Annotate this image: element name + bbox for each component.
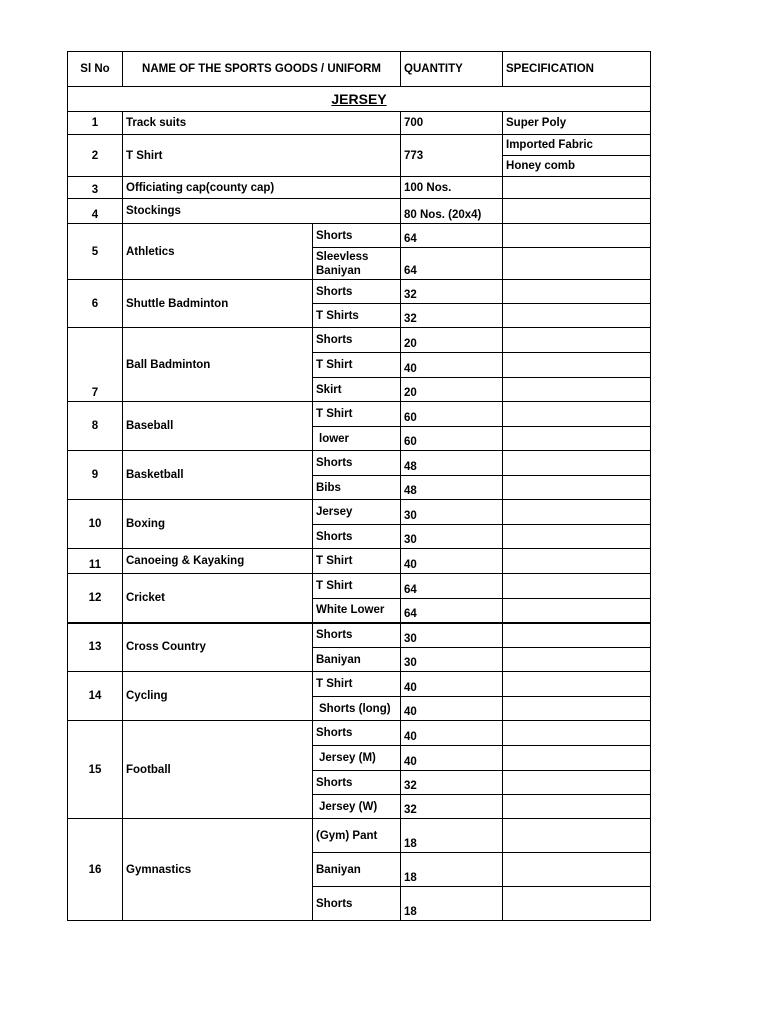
quantity: 30 bbox=[401, 525, 503, 549]
sl-no: 5 bbox=[68, 224, 123, 280]
quantity: 40 bbox=[401, 549, 503, 574]
sub-item: Shorts bbox=[313, 525, 401, 549]
quantity: 80 Nos. (20x4) bbox=[401, 199, 503, 224]
table-row bbox=[68, 280, 651, 304]
sub-item: T Shirt bbox=[313, 574, 401, 599]
specification bbox=[503, 648, 651, 672]
table-row bbox=[68, 177, 651, 199]
quantity: 40 bbox=[401, 353, 503, 378]
table-row bbox=[68, 224, 651, 248]
specification bbox=[503, 795, 651, 819]
sub-item: Baniyan bbox=[313, 853, 401, 887]
sub-item: Shorts bbox=[313, 451, 401, 476]
specification bbox=[503, 819, 651, 853]
quantity: 100 Nos. bbox=[401, 177, 503, 199]
quantity: 30 bbox=[401, 500, 503, 525]
table-row bbox=[68, 819, 651, 853]
quantity: 773 bbox=[401, 135, 503, 177]
quantity: 60 bbox=[401, 427, 503, 451]
specification bbox=[503, 672, 651, 697]
sub-item: lower bbox=[313, 427, 401, 451]
item-name: Ball Badminton bbox=[123, 328, 313, 402]
quantity: 40 bbox=[401, 672, 503, 697]
header-specification: SPECIFICATION bbox=[503, 52, 651, 87]
sl-no: 8 bbox=[68, 402, 123, 451]
item-name: Gymnastics bbox=[123, 819, 313, 921]
sub-item: T Shirt bbox=[313, 549, 401, 574]
specification bbox=[503, 525, 651, 549]
specification bbox=[503, 721, 651, 746]
table-row bbox=[68, 135, 651, 156]
sub-item: T Shirt bbox=[313, 402, 401, 427]
sl-no: 3 bbox=[68, 177, 123, 199]
header-sl-no: Sl No bbox=[68, 52, 123, 87]
specification bbox=[503, 248, 651, 280]
specification bbox=[503, 353, 651, 378]
item-name: Cycling bbox=[123, 672, 313, 721]
item-name: Stockings bbox=[123, 199, 401, 224]
header-name: NAME OF THE SPORTS GOODS / UNIFORM bbox=[123, 52, 401, 87]
quantity: 40 bbox=[401, 697, 503, 721]
table-row bbox=[68, 623, 651, 648]
sl-no: 9 bbox=[68, 451, 123, 500]
item-name: T Shirt bbox=[123, 135, 401, 177]
item-name: Basketball bbox=[123, 451, 313, 500]
quantity: 40 bbox=[401, 721, 503, 746]
quantity: 64 bbox=[401, 224, 503, 248]
sl-no: 4 bbox=[68, 199, 123, 224]
sl-no: 2 bbox=[68, 135, 123, 177]
quantity: 32 bbox=[401, 771, 503, 795]
specification bbox=[503, 746, 651, 771]
table-row bbox=[68, 549, 651, 574]
item-name: Cross Country bbox=[123, 623, 313, 672]
sub-item: Shorts (long) bbox=[313, 697, 401, 721]
item-name: Athletics bbox=[123, 224, 313, 280]
quantity: 18 bbox=[401, 887, 503, 921]
table-row bbox=[68, 721, 651, 746]
sl-no: 1 bbox=[68, 112, 123, 135]
specification bbox=[503, 623, 651, 648]
specification bbox=[503, 476, 651, 500]
specification bbox=[503, 378, 651, 402]
table-row bbox=[68, 451, 651, 476]
header-quantity: QUANTITY bbox=[401, 52, 503, 87]
specification: Super Poly bbox=[503, 112, 651, 135]
specification bbox=[503, 402, 651, 427]
quantity: 30 bbox=[401, 648, 503, 672]
sl-no: 7 bbox=[68, 328, 123, 402]
quantity: 700 bbox=[401, 112, 503, 135]
sub-item: Baniyan bbox=[313, 648, 401, 672]
quantity: 60 bbox=[401, 402, 503, 427]
quantity: 32 bbox=[401, 304, 503, 328]
specification bbox=[503, 451, 651, 476]
header-row bbox=[68, 52, 651, 87]
section-title: JERSEY bbox=[68, 87, 651, 112]
item-name: Cricket bbox=[123, 574, 313, 623]
sl-no: 16 bbox=[68, 819, 123, 921]
item-name: Football bbox=[123, 721, 313, 819]
item-name: Boxing bbox=[123, 500, 313, 549]
quantity: 32 bbox=[401, 280, 503, 304]
quantity: 64 bbox=[401, 599, 503, 623]
table-row bbox=[68, 328, 651, 353]
quantity: 30 bbox=[401, 623, 503, 648]
sub-item: Shorts bbox=[313, 771, 401, 795]
sl-no: 15 bbox=[68, 721, 123, 819]
sl-no: 12 bbox=[68, 574, 123, 623]
specification bbox=[503, 224, 651, 248]
sub-item: T Shirt bbox=[313, 353, 401, 378]
sub-item: Shorts bbox=[313, 623, 401, 648]
sl-no: 6 bbox=[68, 280, 123, 328]
sub-item: Jersey (W) bbox=[313, 795, 401, 819]
table-row bbox=[68, 199, 651, 224]
quantity: 48 bbox=[401, 476, 503, 500]
specification bbox=[503, 304, 651, 328]
specification bbox=[503, 599, 651, 623]
sub-item: White Lower bbox=[313, 599, 401, 623]
specification bbox=[503, 427, 651, 451]
item-name: Baseball bbox=[123, 402, 313, 451]
specification bbox=[503, 328, 651, 353]
quantity: 20 bbox=[401, 328, 503, 353]
specification bbox=[503, 500, 651, 525]
item-name: Officiating cap(county cap) bbox=[123, 177, 401, 199]
specification bbox=[503, 177, 651, 199]
sub-item: Bibs bbox=[313, 476, 401, 500]
quantity: 40 bbox=[401, 746, 503, 771]
item-name: Track suits bbox=[123, 112, 401, 135]
specification bbox=[503, 199, 651, 224]
specification bbox=[503, 887, 651, 921]
quantity: 48 bbox=[401, 451, 503, 476]
quantity: 64 bbox=[401, 248, 503, 280]
table-row bbox=[68, 672, 651, 697]
table-row bbox=[68, 112, 651, 135]
item-name: Canoeing & Kayaking bbox=[123, 549, 313, 574]
specification: Imported Fabric bbox=[503, 135, 651, 156]
quantity: 32 bbox=[401, 795, 503, 819]
item-name: Shuttle Badminton bbox=[123, 280, 313, 328]
sports-goods-table bbox=[67, 51, 651, 921]
specification: Honey comb bbox=[503, 156, 651, 177]
specification bbox=[503, 549, 651, 574]
sl-no: 11 bbox=[68, 549, 123, 574]
table-row bbox=[68, 402, 651, 427]
specification bbox=[503, 280, 651, 304]
sub-item: Shorts bbox=[313, 224, 401, 248]
specification bbox=[503, 853, 651, 887]
quantity: 18 bbox=[401, 853, 503, 887]
quantity: 64 bbox=[401, 574, 503, 599]
table-row bbox=[68, 500, 651, 525]
sub-item: T Shirts bbox=[313, 304, 401, 328]
sub-item: Jersey bbox=[313, 500, 401, 525]
quantity: 18 bbox=[401, 819, 503, 853]
specification bbox=[503, 771, 651, 795]
sub-item: Jersey (M) bbox=[313, 746, 401, 771]
specification bbox=[503, 697, 651, 721]
sub-item: (Gym) Pant bbox=[313, 819, 401, 853]
sub-item: Shorts bbox=[313, 328, 401, 353]
specification bbox=[503, 574, 651, 599]
sub-item: Shorts bbox=[313, 721, 401, 746]
sl-no: 13 bbox=[68, 623, 123, 672]
section-row bbox=[68, 87, 651, 112]
sl-no: 10 bbox=[68, 500, 123, 549]
table-row bbox=[68, 574, 651, 599]
sub-item: Shorts bbox=[313, 280, 401, 304]
sl-no: 14 bbox=[68, 672, 123, 721]
sub-item: Shorts bbox=[313, 887, 401, 921]
sub-item: Skirt bbox=[313, 378, 401, 402]
sub-item: Sleevless Baniyan bbox=[313, 248, 401, 280]
sub-item: T Shirt bbox=[313, 672, 401, 697]
quantity: 20 bbox=[401, 378, 503, 402]
